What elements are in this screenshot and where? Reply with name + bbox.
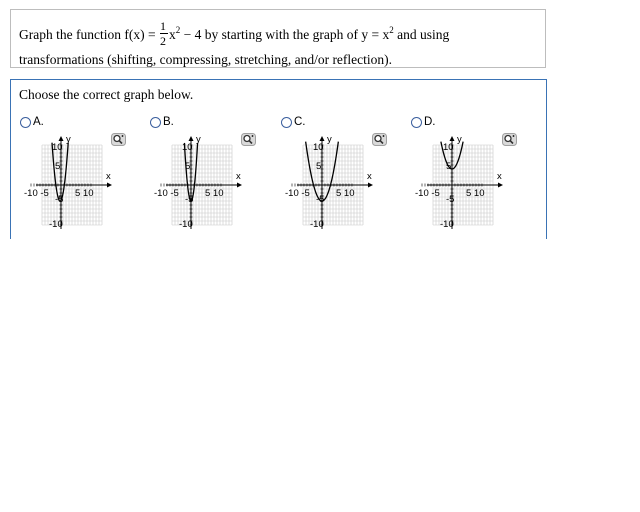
radio-button[interactable] bbox=[20, 117, 31, 128]
question-box bbox=[10, 9, 546, 68]
x-tick-neg: -10 -5 bbox=[154, 188, 179, 199]
y-tick-neg10: -10 bbox=[440, 219, 454, 230]
radio-button[interactable] bbox=[411, 117, 422, 128]
answer-prompt: Choose the correct graph below. bbox=[19, 87, 194, 102]
y-tick-neg10: -10 bbox=[310, 219, 324, 230]
question-suffix-end: and using bbox=[393, 27, 450, 43]
x-tick-pos: 5 10 bbox=[336, 188, 355, 199]
x-tick-neg: -10 -5 bbox=[24, 188, 49, 199]
y-tick-5: 5 bbox=[185, 161, 191, 172]
question-line-1 bbox=[19, 19, 450, 49]
y-axis-label: y bbox=[196, 135, 201, 145]
y-axis-label: y bbox=[66, 135, 71, 145]
x-axis-label: x bbox=[497, 171, 502, 182]
y-axis-label: y bbox=[327, 135, 332, 145]
term-exponent: 2 bbox=[175, 25, 181, 36]
graph-option-d bbox=[415, 135, 515, 235]
y-tick-neg10: -10 bbox=[49, 219, 63, 230]
fraction-numerator: 1 bbox=[159, 19, 166, 33]
option-c[interactable] bbox=[281, 116, 306, 128]
radio-button[interactable] bbox=[281, 117, 292, 128]
y-tick-neg5: -5 bbox=[55, 194, 64, 205]
y-tick-neg10: -10 bbox=[179, 219, 193, 230]
question-suffix: − 4 by starting with the graph of y = x bbox=[180, 27, 390, 43]
graph-option-c bbox=[285, 135, 385, 235]
option-d[interactable] bbox=[411, 116, 436, 128]
y-axis-label: y bbox=[457, 135, 462, 145]
y-tick-10: 10 bbox=[52, 142, 63, 153]
x-axis-label: x bbox=[236, 171, 241, 182]
graph-option-b bbox=[154, 135, 254, 235]
graph-option-a bbox=[24, 135, 124, 235]
x-tick-pos: 5 10 bbox=[75, 188, 94, 199]
y-tick-5: 5 bbox=[55, 161, 61, 172]
question-prefix: Graph the function f(x) = bbox=[19, 27, 159, 43]
y-tick-neg5: -5 bbox=[185, 194, 194, 205]
y-tick-10: 10 bbox=[443, 142, 454, 153]
term-x: x bbox=[168, 27, 176, 43]
y-tick-10: 10 bbox=[182, 142, 193, 153]
x-tick-pos: 5 10 bbox=[205, 188, 224, 199]
option-label: C. bbox=[294, 116, 306, 128]
option-label: D. bbox=[424, 116, 436, 128]
fraction bbox=[160, 21, 168, 47]
suffix-exponent: 2 bbox=[389, 25, 394, 36]
fraction-denominator: 2 bbox=[159, 34, 166, 48]
x-tick-pos: 5 10 bbox=[466, 188, 485, 199]
x-axis-label: x bbox=[367, 171, 372, 182]
option-label: A. bbox=[33, 116, 44, 128]
x-tick-neg: -10 -5 bbox=[415, 188, 440, 199]
option-label: B. bbox=[163, 116, 174, 128]
x-tick-neg: -10 -5 bbox=[285, 188, 310, 199]
question-line-2: transformations (shifting, compressing, stretching, and/or reflection). bbox=[19, 52, 393, 67]
radio-button[interactable] bbox=[150, 117, 161, 128]
option-a[interactable] bbox=[20, 116, 44, 128]
y-tick-neg5: -5 bbox=[316, 194, 325, 205]
option-b[interactable] bbox=[150, 116, 174, 128]
y-tick-neg5: -5 bbox=[446, 194, 455, 205]
y-tick-10: 10 bbox=[313, 142, 324, 153]
x-axis-label: x bbox=[106, 171, 111, 182]
y-tick-5: 5 bbox=[316, 161, 322, 172]
y-tick-5: 5 bbox=[446, 161, 452, 172]
